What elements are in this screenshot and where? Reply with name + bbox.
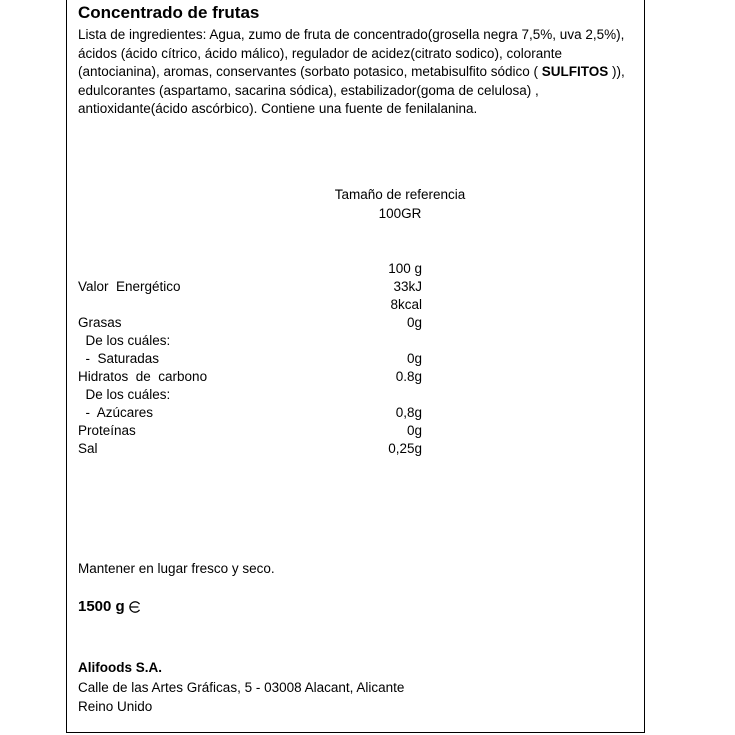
nutrition-column-header: 100 g xyxy=(388,261,422,276)
company-address: Calle de las Artes Gráficas, 5 - 03008 Alacant, Alicante xyxy=(78,680,405,695)
company-country: Reino Unido xyxy=(78,699,153,714)
nutrition-row-label: Grasas xyxy=(78,315,122,330)
nutrition-row-label: - Saturadas xyxy=(78,351,160,366)
ingredients-text-start: Lista de ingredientes: Agua, zumo de fruta de concentrado(grosella negra 7,5%, uva 2,5%), ácidos (ácido cítrico, ácido málico), regulador de acidez(citrato sodico), colorante (antocianina), aromas, conservantes (sorbato potasico, metabisulfito sódico ( xyxy=(78,27,625,80)
nutrition-row-value: 33kJ xyxy=(393,279,422,294)
reference-size-label: Tamaño de referencia xyxy=(334,187,466,202)
nutrition-row-value: 8kcal xyxy=(390,297,422,312)
allergen-sulfitos: SULFITOS xyxy=(541,64,609,80)
ingredients-list xyxy=(78,26,638,119)
nutrition-row-value: 0.8g xyxy=(395,369,422,384)
nutrition-row-value: 0g xyxy=(406,423,422,438)
nutrition-row-value: 0,25g xyxy=(388,441,422,456)
company-name: Alifoods S.A. xyxy=(78,660,162,675)
storage-instructions: Mantener en lugar fresco y seco. xyxy=(78,561,275,576)
net-weight-value: 1500 g xyxy=(78,598,125,615)
net-weight xyxy=(78,598,141,615)
nutrition-row-label: Proteínas xyxy=(78,423,136,438)
nutrition-row-value: 0g xyxy=(406,315,422,330)
nutrition-row-value: 0,8g xyxy=(395,405,422,420)
nutrition-row-label: Hidratos de carbono xyxy=(78,369,208,384)
nutrition-row-value: 0g xyxy=(406,351,422,366)
nutrition-row-label: - Azúcares xyxy=(78,405,154,420)
ingredients-text-end: )), edulcorantes (aspartamo, sacarina sódica), estabilizador(goma de celulosa) , antioxidante(ácido ascórbico). Contiene una fuente de fenilalanina. xyxy=(78,64,625,117)
nutrition-row-label: De los cuáles: xyxy=(78,333,171,348)
nutrition-row-label: Valor Energético xyxy=(78,279,181,294)
nutrition-row-label: De los cuáles: xyxy=(78,387,171,402)
nutrition-row-label: Sal xyxy=(78,441,98,456)
reference-size-value: 100GR xyxy=(378,206,422,221)
estimated-e-icon xyxy=(128,600,141,614)
product-title: Concentrado de frutas xyxy=(78,3,260,22)
